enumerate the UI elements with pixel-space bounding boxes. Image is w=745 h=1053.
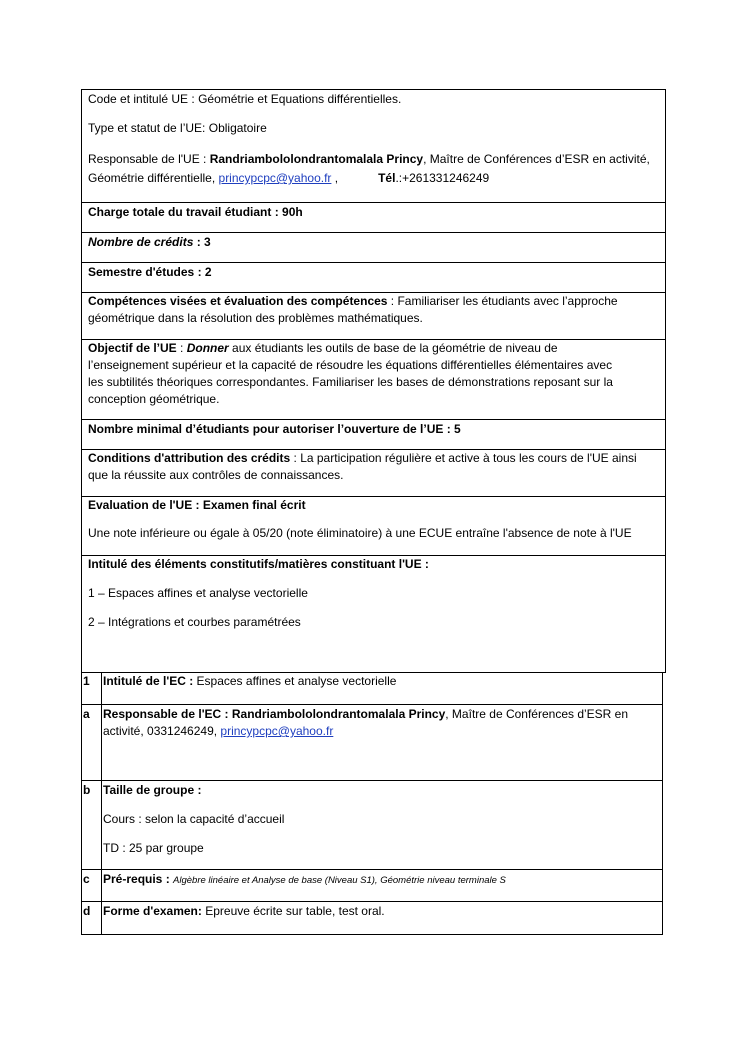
ec-table [81, 672, 663, 935]
ue-responsible-name: Randriambololondrantomalala Princy [209, 152, 424, 166]
ue-responsible-line1: Responsable de l'UE : Randriambololondrantomalala Princy, Maître de Conférences d’ESR en activité, [88, 152, 650, 166]
ec-prerequis-cell [102, 870, 663, 902]
ec-group-size-cours: Cours : selon la capacité d’accueil [103, 812, 285, 826]
ue-header-cell [82, 90, 666, 203]
ue-conditions-line2: que la réussite aux contrôles de connaissances. [88, 468, 344, 482]
ue-conditions-line1: Conditions d'attribution des crédits : La participation régulière et active à tous les cours de l'UE ainsi [88, 451, 637, 465]
ue-competences-cell [82, 293, 666, 340]
ec-responsible-line2: activité, 0331246249, princypcpc@yahoo.fr [103, 724, 334, 738]
ec-row-num: d [82, 902, 102, 935]
ue-responsible-email-link[interactable]: princypcpc@yahoo.fr [218, 171, 332, 185]
ue-evaluation-cell [82, 497, 666, 556]
ec-responsible-cell [102, 705, 663, 781]
ec-group-size-td: TD : 25 par groupe [103, 841, 204, 855]
ue-objectif-line4: conception géométrique. [88, 392, 220, 406]
ue-charge: Charge totale du travail étudiant : 90h [88, 205, 303, 219]
ec-intitule: Intitulé de l'EC : Espaces affines et analyse vectorielle [103, 674, 397, 688]
ue-code-line: Code et intitulé UE : Géométrie et Equations différentielles. [88, 92, 402, 106]
ue-credits: Nombre de crédits : 3 [88, 235, 211, 249]
ue-type-line: Type et statut de l’UE: Obligatoire [88, 121, 267, 135]
ue-objectif-line3: les subtilités théoriques correspondantes. Familiariser les bases de démonstrations reposant sur la [88, 375, 613, 389]
ue-min-students-cell [82, 420, 666, 450]
ue-elements-cell [82, 556, 666, 673]
ue-objectif-line2: l’enseignement supérieur et la capacité de résoudre les équations différentielles élémentaires avec [88, 358, 613, 372]
ue-competences-line1: Compétences visées et évaluation des compétences : Familiariser les étudiants avec l’approche [88, 294, 618, 308]
ue-conditions-cell [82, 450, 666, 497]
ue-charge-cell [82, 203, 666, 233]
ue-semestre: Semestre d'études : 2 [88, 265, 212, 279]
ue-evaluation-title: Evaluation de l'UE : Examen final écrit [88, 498, 306, 512]
ec-row-num: b [82, 781, 102, 870]
ue-semestre-cell [82, 263, 666, 293]
ue-objectif-line1: Objectif de l’UE : Donner aux étudiants les outils de base de la géométrie de niveau de [88, 341, 558, 355]
ue-elements-title: Intitulé des éléments constitutifs/matières constituant l'UE : [88, 557, 429, 571]
ec-responsible-name: Randriambololondrantomalala Princy [231, 707, 446, 721]
ec-group-size-label: Taille de groupe : [103, 783, 202, 797]
ue-responsible-line2: Géométrie différentielle, princypcpc@yahoo.fr , Tél.:+261331246249 [88, 171, 490, 185]
ue-table [81, 89, 666, 673]
ue-credits-cell [82, 233, 666, 263]
ec-responsible-email-link[interactable]: princypcpc@yahoo.fr [220, 724, 334, 738]
ec-exam-form-cell [102, 902, 663, 935]
ec-row-num: c [82, 870, 102, 902]
ue-min-students: Nombre minimal d’étudiants pour autoriser l’ouverture de l’UE : 5 [88, 422, 461, 436]
ue-competences-line2: géométrique dans la résolution des problèmes mathématiques. [88, 311, 423, 325]
ue-objectif-cell [82, 340, 666, 420]
ec-group-size-cell [102, 781, 663, 870]
ec-intitule-cell [102, 673, 663, 705]
ec-prerequis: Pré-requis : Algèbre linéaire et Analyse de base (Niveau S1), Géométrie niveau terminale S [103, 872, 506, 886]
ue-element-item: 2 – Intégrations et courbes paramétrées [88, 615, 301, 629]
ec-row-num: a [82, 705, 102, 781]
ec-exam-form: Forme d'examen: Epreuve écrite sur table, test oral. [103, 904, 385, 918]
ec-responsible-line1: Responsable de l'EC : Randriambololondrantomalala Princy, Maître de Conférences d’ESR en [103, 707, 629, 721]
ec-row-num: 1 [82, 673, 102, 705]
ue-evaluation-text: Une note inférieure ou égale à 05/20 (note éliminatoire) à une ECUE entraîne l'absence de note à l'UE [88, 526, 632, 540]
ue-element-item: 1 – Espaces affines et analyse vectorielle [88, 586, 308, 600]
